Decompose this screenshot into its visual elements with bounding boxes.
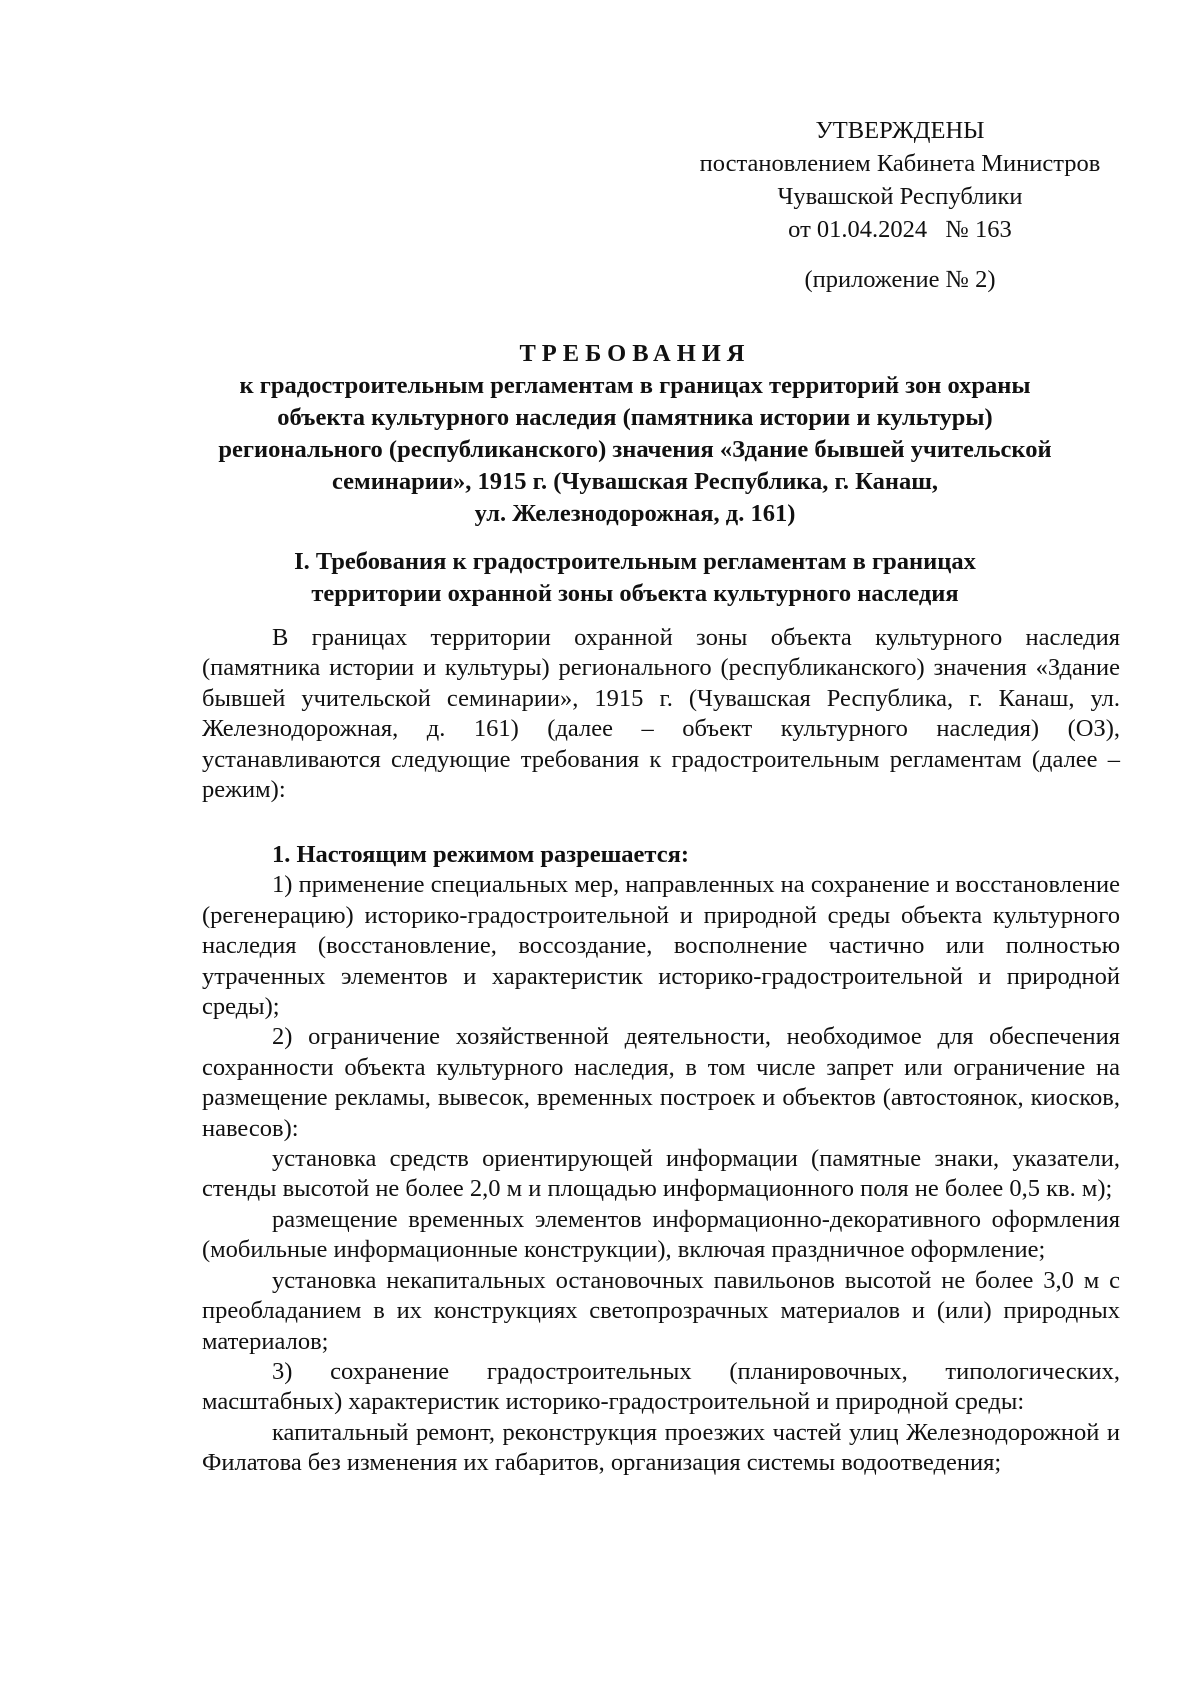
approval-stamp: [670, 114, 1130, 246]
document-subtitle-line: к градостроительным регламентам в границах территорий зон охраны: [239, 372, 1031, 399]
section-heading: [150, 546, 1120, 610]
appendix-label: (приложение № 2): [804, 266, 996, 293]
document-subtitle-line: регионального (республиканского) значения «Здание бывшей учительской: [218, 436, 1052, 463]
document-subtitle-line: семинарии», 1915 г. (Чувашская Республика, г. Канаш,: [331, 468, 939, 495]
item-heading: 1. Настоящим режимом разрешается:: [272, 841, 690, 868]
approval-authority: постановлением Кабинета Министров: [699, 150, 1101, 177]
list-item: 2) ограничение хозяйственной деятельности, необходимое для обеспечения сохранности объекта культурного наследия, в том числе запрет или ограничение на размещение рекламы, вывесок, временных построек и объектов (автостоянок, киосков, навесов):: [202, 1023, 1120, 1142]
approval-date-number: от 01.04.2024 № 163: [788, 216, 1012, 243]
section-heading-line: территории охранной зоны объекта культурного наследия: [311, 580, 959, 607]
list-item: капитальный ремонт, реконструкция проезжих частей улиц Железнодорожной и Филатова без изменения их габаритов, организация системы водоотведения;: [202, 1418, 1120, 1477]
document-title: ТРЕБОВАНИЯ: [519, 340, 751, 367]
list-item: 3) сохранение градостроительных (планировочных, типологических, масштабных) характеристик историко-градостроительной и природной среды:: [202, 1357, 1120, 1416]
intro-section: [202, 623, 1120, 805]
list-item: размещение временных элементов информационно-декоративного оформления (мобильные информационные конструкции), включая праздничное оформление;: [202, 1205, 1120, 1264]
document-subtitle-line: объекта культурного наследия (памятника истории и культуры): [277, 404, 993, 431]
document-title-block: [150, 338, 1120, 530]
list-item: 1) применение специальных мер, направленных на сохранение и восстановление (регенерацию) историко-градостроительной и природной среды объекта культурного наследия (восстановление, воссоздание, восполнение частично или полностью утраченных элементов и характеристик историко-градостроительной и природной среды);: [202, 871, 1120, 1021]
list-item: установка средств ориентирующей информации (памятные знаки, указатели, стенды высотой не более 2,0 м и площадью информационного поля не более 0,5 кв. м);: [202, 1145, 1120, 1203]
requirements-list: [202, 840, 1120, 1479]
list-item: установка некапитальных остановочных павильонов высотой не более 3,0 м с преобладанием в их конструкциях светопрозрачных материалов и (или) природных материалов;: [202, 1266, 1120, 1355]
approval-republic: Чувашской Республики: [777, 183, 1023, 210]
approval-title: УТВЕРЖДЕНЫ: [815, 117, 985, 144]
section-heading-line: I. Требования к градостроительным регламентам в границах: [294, 548, 976, 575]
intro-paragraph: В границах территории охранной зоны объекта культурного наследия (памятника истории и культуры) регионального (республиканского) значения «Здание бывшей учительской семинарии», 1915 г. (Чувашская Республика, г. Канаш, ул. Железнодорожная, д. 161) (далее – объект культурного наследия) (ОЗ), устанавливаются следующие требования к градостроительным регламентам (далее – режим):: [202, 624, 1120, 804]
document-subtitle-line: ул. Железнодорожная, д. 161): [474, 500, 796, 527]
